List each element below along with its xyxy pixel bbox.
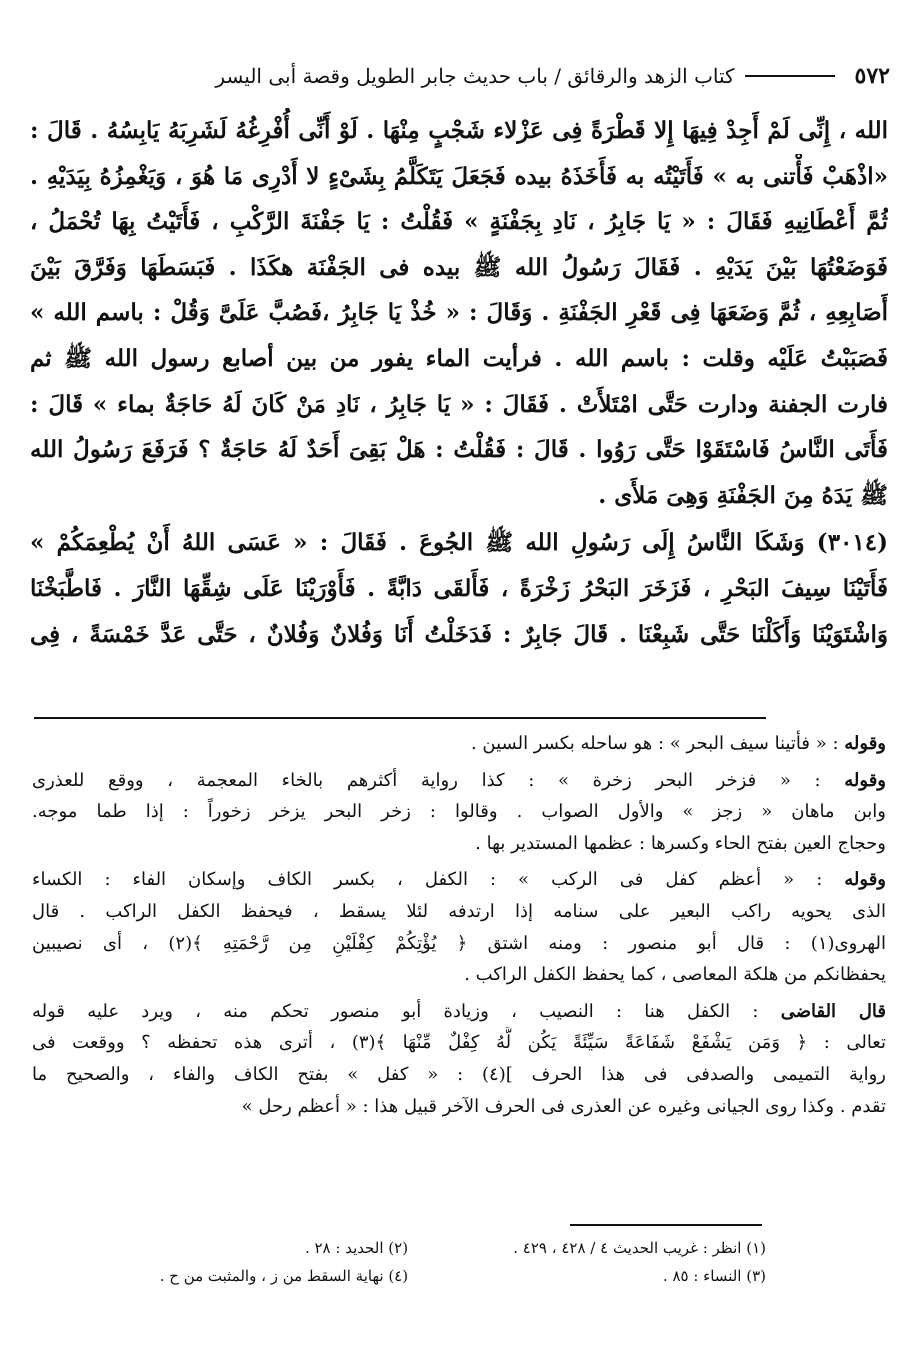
text-line: وَاشْتَوَيْنَا وَأَكَلْنَا حَتَّى شَبِعْنَا . قَالَ جَابِرٌ : فَدَخَلْتُ أَنَا وَفُلانٌ وَفُلانٌ ، حَتَّى عَدَّ خَمْسَةً ، فِى (30, 620, 888, 648)
text-line: فَأَتَى النَّاسُ فَاسْتَقَوْا حَتَّى رَوُوا . قَالَ : فَقُلْتُ : هَلْ بَقِىَ أَحَدٌ لَهُ حَاجَةٌ ؟ فَرَفَعَ رَسُولُ الله (30, 436, 888, 464)
text-line: «اذْهَبْ فَأْتنى به » فَأَتَيْتُه به فَأَخَذَهُ بيده فَجَعَلَ يَتَكَلَّمُ بِشَىْءٍ لا أَدْرِى مَا هُوَ ، وَيَغْمِزُهُ بِيَدَيْهِ . (30, 162, 888, 190)
commentary-label: وقوله (844, 769, 886, 791)
text-line: فَصَبَبْتُ عَلَيْه وقلت : باسم الله . فرأيت الماء يفور من بين أصابع رسول الله ﷺ ثم (30, 344, 888, 372)
footnote-row (80, 1262, 766, 1290)
commentary-line: تعالى : ﴿ وَمَن يَشْفَعْ شَفَاعَةً سَيِّئَةً يَكُن لَّهُ كِفْلٌ مِّنْهَا ﴾(٣) ، أترى هذه تحفظه ؟ ووقعت فى (32, 1032, 886, 1054)
commentary-line: قال القاضى : الكفل هنا : النصيب ، وزيادة أبو منصور تحكم منه ، ويرد عليه قوله (32, 1000, 886, 1022)
commentary-line: الذى يحويه راكب البعير على سنامه إذا ارتدفه لئلا يسقط ، فيحفظ الكفل الراكب . قال (32, 900, 886, 922)
text-line: ثُمَّ أَعْطَانِيهِ فَقَالَ : « يَا جَابِرُ ، نَادِ بِجَفْنَةٍ » فَقُلْتُ : يَا جَفْنَةَ الرَّكْبِ ، فَأَتَيْتُ بِهَا تُحْمَلُ ، (30, 208, 888, 236)
footnote-row (80, 1234, 766, 1262)
footnote: (٢) الحديد : ٢٨ . (304, 1239, 409, 1257)
commentary-line: وقوله : « فزخر البحر زخرة » : كذا رواية أكثرهم بالخاء المعجمة ، ووقع للعذرى (32, 769, 886, 791)
commentary-line: الهروى(١) : قال أبو منصور : ومنه اشتق ﴿ يُؤْتِكُمْ كِفْلَيْنِ مِن رَّحْمَتِهِ ﴾(٢) ، أى نصيبين (32, 932, 886, 954)
hadith-3014-line: (٣٠١٤) وَشَكَا النَّاسُ إِلَى رَسُولِ الله ﷺ الجُوعَ . فَقَالَ : « عَسَى اللهُ أَنْ يُطْعِمَكُمْ » (30, 529, 888, 557)
commentary-separator (34, 717, 766, 719)
text-line: فَأَتَيْنَا سِيفَ البَحْرِ ، فَزَخَرَ البَحْرُ زَخْرَةً ، فَأَلقَى دَابَّةً . فَأَوْرَيْنَا عَلَى شِقِّهَا النَّارَ . فَاطَّبَخْنَا (30, 574, 888, 602)
commentary-line: وحجاج العين بفتح الحاء وكسرها : عظمها المستدير بها . (475, 832, 886, 854)
running-header (34, 58, 890, 94)
footnote: (٤) نهاية السقط من ز ، والمثبت من ح . (159, 1267, 409, 1285)
running-title: كتاب الزهد والرقائق / باب حديث جابر الطويل وقصة أبى اليسر (215, 64, 735, 88)
commentary-line: يحفظانكم من هلكة المعاصى ، كما يحفظ الكفل الراكب . (464, 964, 886, 986)
commentary-line: رواية التميمى والصدفى فى هذا الحرف ](٤) : « كفل » بفتح الكاف والفاء ، والصحيح ما (32, 1063, 886, 1085)
commentary-line: وقوله : « فأتينا سيف البحر » : هو ساحله بكسر السين . (470, 733, 886, 754)
footnote: (١) انظر : غريب الحديث ٤ / ٤٢٨ ، ٤٢٩ . (513, 1239, 766, 1257)
commentary (32, 728, 886, 1122)
footnote-separator (570, 1224, 762, 1226)
footnote: (٣) النساء : ٨٥ . (662, 1267, 766, 1285)
commentary-line: وابن ماهان « زجز » والأول الصواب . وقالوا : زخر البحر يزخر زخوراً : إذا طما موجه. (32, 801, 886, 823)
footnotes (80, 1234, 766, 1290)
hadith-text (30, 108, 888, 657)
commentary-label: وقوله (844, 733, 886, 754)
text-line: أَصَابِعِهِ ، ثُمَّ وَضَعَهَا فِى قَعْرِ الجَفْنَةِ . وَقَالَ : « خُذْ يَا جَابِرُ ،فَصُبَّ عَلَىَّ وَقُلْ : باسم الله » (30, 299, 888, 327)
text-line: فارت الجفنة ودارت حَتَّى امْتَلأَتْ . فَقَالَ : « يَا جَابِرُ ، نَادِ مَنْ كَانَ لَهُ حَاجَةٌ بماء » قَالَ : (30, 390, 888, 418)
page-number: ٥٧٢ (854, 63, 890, 89)
text-line: الله ، إِنِّى لَمْ أَجِدْ فِيهَا إِلا قَطْرَةً فِى عَزْلاء شَجْبٍ مِنْهَا . لَوْ أَنِّى أُفْرِغُهُ لَشَرِبَهُ يَابِسُهُ . قَالَ : (30, 117, 888, 144)
text-line: ﷺ يَدَهُ مِنَ الجَفْنَةِ وَهِىَ مَلأَى . (598, 481, 888, 509)
commentary-line: وقوله : « أعظم كفل فى الركب » : الكفل ، بكسر الكاف وإسكان الفاء : الكساء (32, 869, 886, 891)
commentary-line: تقدم . وكذا روى الجيانى وغيره عن العذرى فى الحرف الآخر قبيل هذا : « أعظم رحل » (241, 1095, 886, 1117)
text-line: فَوَضَعْتُهَا بَيْنَ يَدَيْهِ . فَقَالَ رَسُولُ الله ﷺ بيده فى الجَفْنَة هكَذَا . فَبَسَطَهَا وَفَرَّقَ بَيْنَ (30, 253, 888, 281)
commentary-label: وقوله (844, 869, 886, 891)
commentary-label: قال القاضى (780, 1000, 886, 1022)
header-rule (745, 75, 835, 77)
